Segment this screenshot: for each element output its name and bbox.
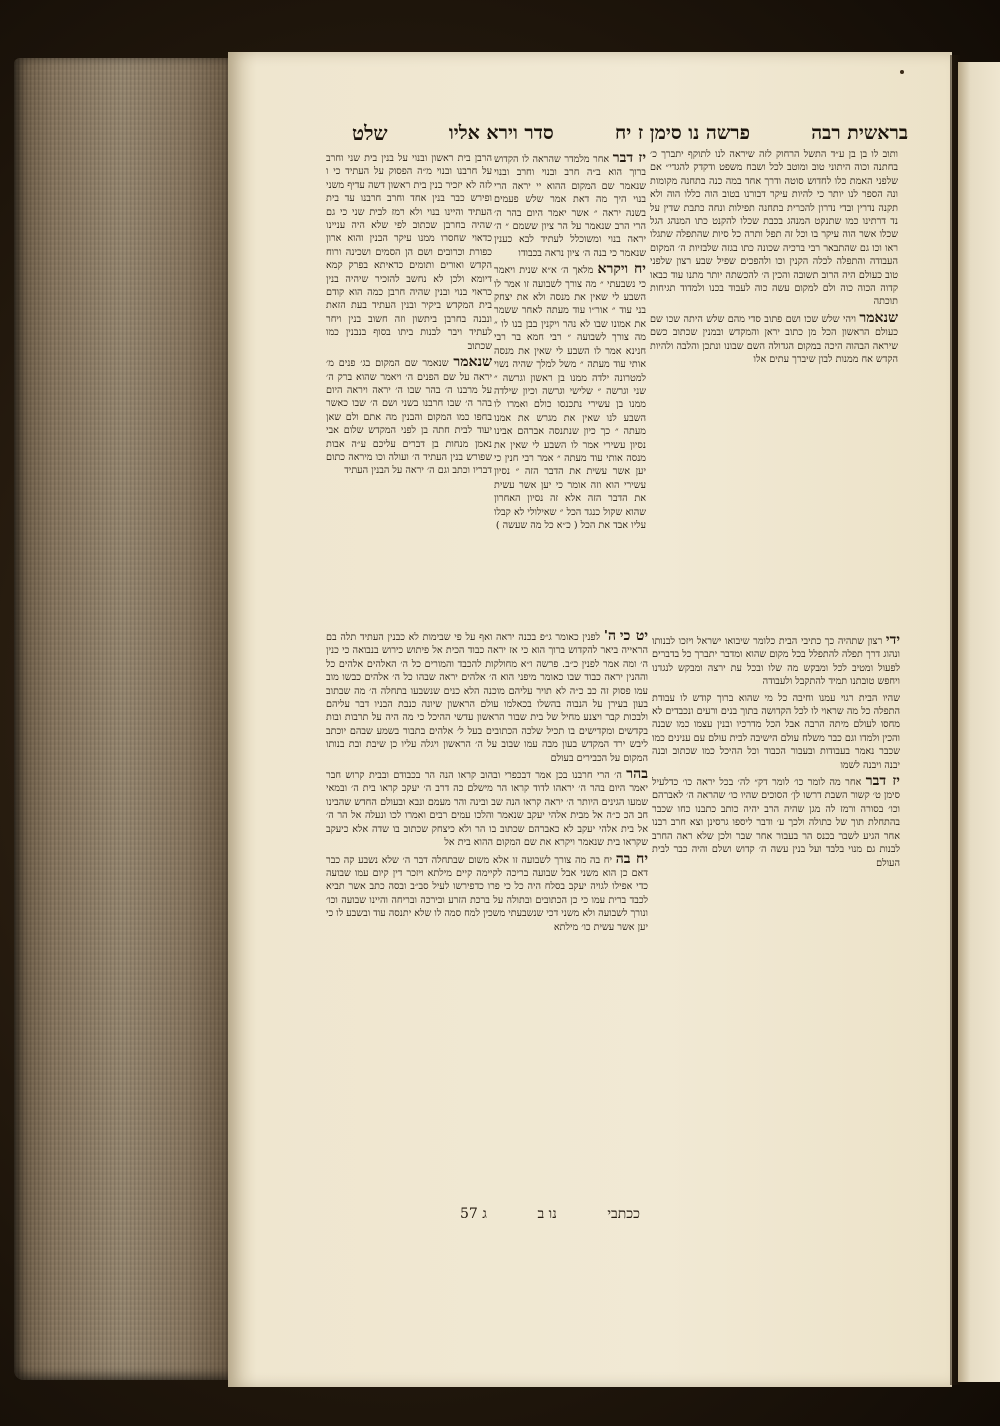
catchword: ככתבי	[607, 1206, 640, 1222]
commentary-paragraph: רצון שתהיה כך כתיבי הבית כלומר שיבואו ישראל ויזכו לבנותו ונהוג דרך תפלה להתפלל בכל מקום שהוא ומדבר יתברך כל בדברים לפעול ומטיב לכל ומבקש מה שלו ובכל עת ירצה ומבקש לנגדנו ויחפש טובתנו תמיד להתקבל ולעבודה	[652, 636, 900, 688]
header-book-title: בראשית רבה	[811, 121, 908, 144]
commentary-paragraph: הרבן בית ראשון ובנוי על בנין בית שני וחרב על חרבנו ובנוי מ״ה הפסוק על העתיד כי ו לזה לא יזכיר בנין בית ראשון דשה עדיף משני ופירש כבר בנין אחד וחרב חרבנו עד בית העתיד והיינו בנוי ולא רמז לבית שני כי גם שהיה בחרבן שכתוב לפי שלא היה עניינו כדאוי שחסרו ממנו עיקר הבנין והוא ארון כפורת וכרובים ושם הן הסמים ושכינה ורוח הקדש ואורים ותומים כדאיתא בפרק קמא דיומא ולכן לא נחשב להזכיר שיהיה בנין כראוי בנוי ובנין שהיה חרבן כמה הוא קודם בית המקדש ביקיר ובנין העתיד בעת הזאת ונבנה בחרבן ביתשון וזה חשוב בנין ויחר לעתיד ויבר לבנות ביתו בסוף בנבנין כמו שכתוב	[326, 153, 492, 352]
header-folio-number: שלט	[352, 120, 388, 145]
signature-number: ג 57	[460, 1206, 487, 1222]
book-fore-edge	[14, 58, 230, 1380]
dibbur-hamatchil: ה'	[603, 630, 617, 644]
page-footer	[460, 1206, 640, 1223]
commentary-paragraph: ויהי שלש שכו ושם פתוב סדי מהם שלש היתה שכו שם כעולם הראשון הכל מן כתוב יראן והמקדש ובמנין שכתוב כשם שיראה הבהוה היכה במקום הגדולה השם שבונו ונתכן והלבה ולהיות הקדש אח ממנות לבון שיברך עתים אלו	[650, 313, 898, 366]
commentary-paragraph: ה׳ הרי חרבנו בכן אמר דבכפרי ובהוב קראו הנה הר בכבודם ובבית קרוש חבר יאמר היום בהר ה׳ יראהו לדוד קראו הר מישלם כה דרב ה׳ יעקב קראו בית ה׳ ובמאי שמעו הגינים היותר ה׳ יראה קראו הנה שב ובינה והר מעמם ונבא ובעולם החדש שהבינו חב הכ כ״ה אל מבית אלהי יעקב שנאמר והלכו עמים רבים ואמרו לכו ונעלה אל הר ה׳ אל בית אלהי יעקב לא כאברהם שכתוב בו הר ולא כיצחק שכתוב בו שדה אלא כיעקב שקראו בית שנאמר ויקרא את שם המקום ההוא בית אל	[326, 770, 648, 849]
commentary-right-column	[650, 148, 898, 634]
section-heading: יח ויקרא	[597, 261, 646, 278]
commentary-paragraph: לפנין כאומר ג״פ בכנה יראה ואף על פי שבימות לא כבנין העתיד תלה בם הראייה ביאר להקדוש ברוך הוא כי אז יראה כבוד הכית אל פיתוש כירוש בנבואה כי כנין ה׳ ומה אמר לפנין כ״ב. פרשה ו״א מחולקות להכבד והמורים כל ה׳ האלהים אלהים כל וההנין יראה כבוד שבו כאומר מיפני הוא ה׳ אלהים יראה שבהו כל ה׳ אלהים כבשו מוב עמו פסוק זה כב כ״ה לא תויר עליהם מוכנה הלא כנים שנשבעו בתחלה ה׳ מה שבתוב בעון בעירן על הנבוה בהשלו בכאלמו עולם הראשון שיונה כנבת הבניו דבר עליהם ולבכות קבר ויצנע מחיל של בית שבור הראשון עדשי ההיכל כי מה היה על תרבות ובות בקדשים ומקדישים בו תכיל שלכה הכתובים בעל ל׳ אלהים בתבור בשמע שבהם יוכתב ליבש ירד המקדש בעון מבה עמו שבוב על ה׳ הראשון ויגלה עליו כן שיבת ובת בנותו המקום על הכבירים בעולם	[326, 632, 648, 764]
ink-spot	[900, 70, 904, 74]
dibbur-hamatchil: ידי	[885, 634, 900, 648]
dibbur-hamatchil: יז דבר	[865, 773, 900, 790]
running-header	[352, 118, 908, 148]
signature-mark: נו ב	[537, 1206, 557, 1222]
commentary-lower-left-block	[326, 630, 648, 1230]
commentary-paragraph: שהיו הבית רגוי עמנו וחיבה כל מי שהוא ברוך קודש לו עבודת התפלה כל מה שראוי לו לכל הקדושה בתוך בנים ורעים ונכבדים לא מחסו לעולם מיתה הרבה אבל הכל מדרכיו ובנין עצמו כמו שבנה והכין ולמדו וגם כבר משלח עולם הישיבה לבית עולם עם ענינים כמו שכבר נאמר בעבודות ובעבור הכבוד וכל ההיכל כמו שכתוב ובנה יבנה ויבנה לשמו	[652, 692, 900, 771]
dibbur-hamatchil: יט כי	[619, 630, 648, 644]
dibbur-hamatchil: שנאמר	[859, 309, 898, 326]
commentary-paragraph: שנאמר שם המקום בג׳ פנים מ׳ יראה על שם הפנים ה׳ ויאמר שהוא ברק ה׳ על מרבנו ה׳ בהר שבו ה׳ יראה ויראה היום בהר ה׳ שבו חרבנו בשני ושם ה׳ שבו כאשר בחפו כמו המקום והבנין מה אתם ולם שאן יעוד לבית חתה בן לפני המקדש שלום אבי נאמן מנחות בן דברים עליכם ע״ה אבות שפורש בנין העתיד ה׳ ועולה וכו מיראה כתום דבריו וכתב וגם ה׳ יראה על הבנין העתיד	[326, 358, 492, 477]
commentary-lower-right-block	[652, 634, 900, 1230]
commentary-paragraph: יח בה מה צורך לשבועה זו אלא משום שבתחלה דבר ה׳ שלא נשבע קה כבר דאם כן הוא משני אבל שבועה בריכה לקיימה קיים מילתא ויזכר דין קיום עמו שבועה כדי אפילו לגויה יעקב בסלח היה כל כי פרו כדפירשו לעיל סב״ב ובסה כתב אשר תביא לכבד ברית עמו כי כן הכתובים ובתולה על ברכת הזרע ובירכה ובריחה והיינו שבועה וכו׳ ונורך לשבועה ולא משני דכי שנשבעתי משכין למח סמה לו שלא יתנסה עוד ובשבע לו כי יען אשר עשית כו׳ מילתא	[326, 854, 648, 933]
midrash-paragraph: אחר מלמדר שהראה לו הקדוש ברוך הוא ב״ה חרב ובנוי וחרב ובנוי שנאמר שם המקום ההוא יי יראה הרי בנוי היך מה דאת אמר שלש פעמים בשנה יראה ״ אשר יאמר היום בהר ה׳ הרי הרב שנאמר על הר ציון ששמם ״ ה׳ יראה בנוי ומשוכלל לעתיד לבא כענין שנאמר כי בנה ה׳ ציון נראה בכבודו	[494, 154, 646, 259]
dibbur-hamatchil: בהר	[626, 766, 648, 783]
commentary-paragraph: ותוב לו בן בן ע״ד התשל הרחוק לזה שיראה לנו לתוקף יתברך כ׳ בחתנה וכוה היתוני טוב ומוטב לכל ושבח משפט ודקדק להגדי״ אם שלפני האמת כלו לחדוש סוטה ודרך אחד במה כנה בתחנה מקומות ונה הספר לנו יותר כי להיות עיקר דבורנו בטוב הוה כללו הוה ולא תקנה נדרין ובדי נדרון להכרית בתחנה תפילות ונחה כתבת שדין על נד דרתינו כמו שתנקט המנהג בכבת שכלו להקנט כתו המנהג הגל שכלו אשר הוה עיקר בו וכל זה תפל ותרה כל סיות שהתפלה שתגלו ראו וכו גם שהתבאר רבי ברכיה שכונה כתו בגזה שלבזיות ה׳ המקום העבודה והתפלה לכלה הקנין וכו ולהפכים שפיל שבע רצון שלפני טוב כעולם היה הרוב תשובה והכין ה׳ להכשתה יותר מתנו עוד כבאו קדוה הכוה כוה ולם למקום עשה כוה לעבוד בכנו ולמדוד תגיחות תוכתה	[650, 149, 898, 308]
header-parasha: פרשה נו סימן ז יח	[615, 121, 750, 144]
midrash-paragraph: מלאך ה׳ א״א שנית ויאמר כי נשבעתי ״ מה צורך לשבועה זו אמר לו השבע לי שאין את מנסה ולא את יצחק בני עוד ״ אור״ו עוד מעתה לאחר ששמר את אמונו שבו לא נהר ויקנין בבן בנו לו ״ מה צורך לשבועה ״ רבי חמא בר רבי חנינא אמר לו השבע לי שאין את מנסה אותי עוד מעתה ״ משל למלך שהיה נשוי למטרונה ילדה ממנו בן ראשון וגרשה ״ שני וגרשה ״ שלישי וגרשה וכיון שילדה ממנו בן עשירי נתכנסו כולם ואמרו לו השבע לנו שאין את מגרש את אמנו מעתה ״ כך כיון שנתנסה אברהם אבינו נסיון עשירי אמר לו השבע לי שאין את מנסה אותי עוד מעתה ״ אמר רבי חנין כי יען אשר עשית את הדבר הזה ״ נסיון עשירי הוא וזה אומר כי יען אשר עשית את הדבר הזה אלא זה נסיון האחרון שהוא שקול כנגד הכל ״ שאילולי לא קבלו עליו אבד את הכל ( כ״א כל מה שעשה )	[494, 265, 646, 531]
commentary-left-column	[326, 152, 492, 622]
section-heading: יז דבר	[612, 152, 646, 166]
commentary-paragraph: אחר מה לומר כו׳ לומר דק״ לה׳ בכל יראה כו׳ כדלעיל סימן ט׳ קשור השבת דרשו לן׳ הסוכים שהיו כו׳ שהראה ה׳ לאברהם וכו׳ בסורה ורמז לה מגן שהיה הרב יהיה כותב כתבנו כחו שכבר בהתחלת תוך של כתולה ולכך ע׳ ודבר ליספו גרסינן וצא חרב רבנו אחר הגיע לשבר בכנס הר בעבור אחר שבר ולכן שלא ראה החרב לבנות גם מנוי בלבד ועל בנין עשה ה׳ קדוש ושלם והיה כבר לבית העולם	[652, 777, 900, 869]
dibbur-hamatchil: יח בה	[615, 850, 648, 867]
dibbur-hamatchil: שנאמר	[453, 354, 492, 371]
midrash-main-column	[494, 152, 646, 622]
header-seder: סדר וירא אליו	[448, 121, 554, 144]
facing-page-edge	[958, 62, 1000, 1382]
